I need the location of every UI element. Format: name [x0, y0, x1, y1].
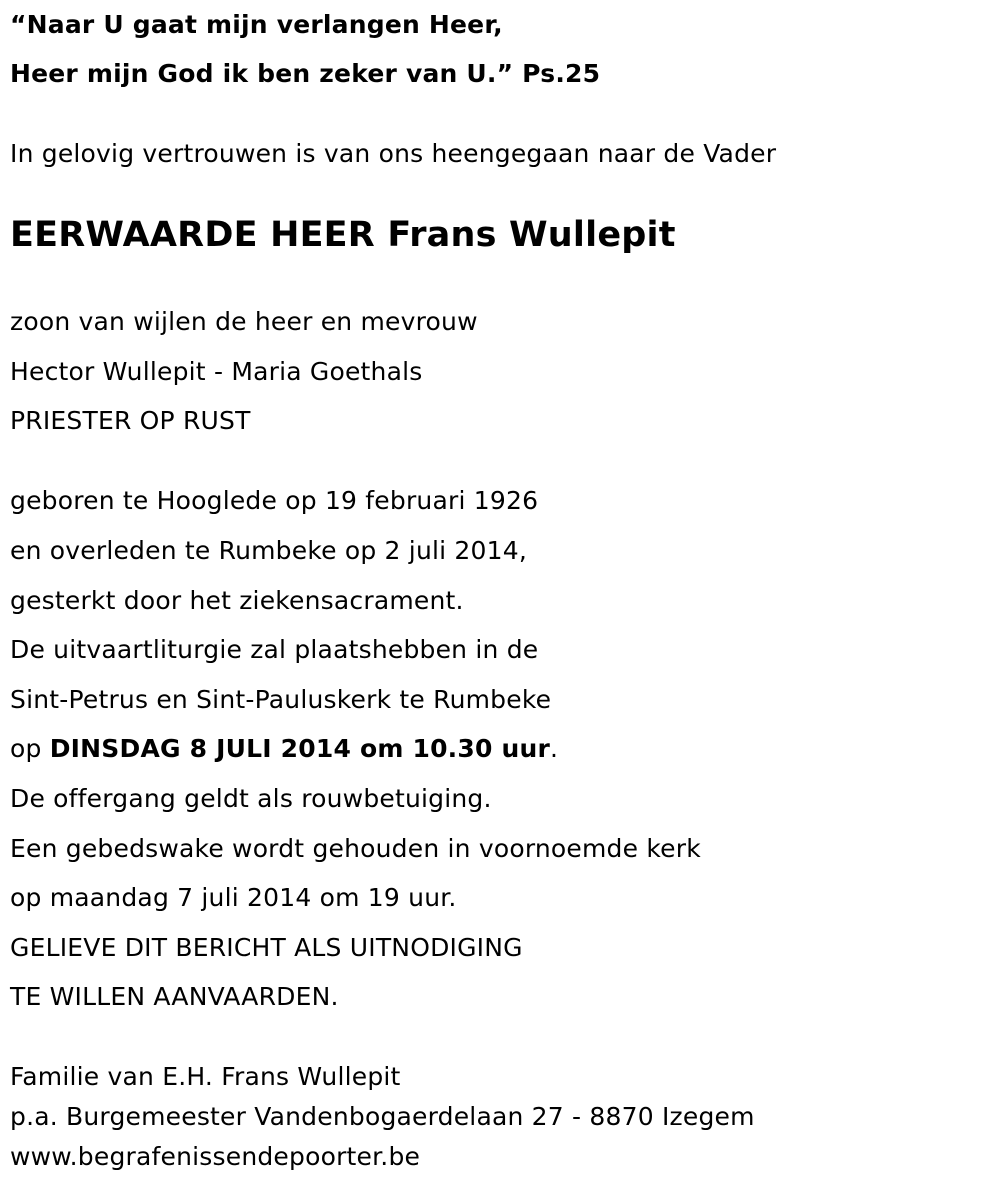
- invitation-line-1: GELIEVE DIT BERICHT ALS UITNODIGING: [10, 933, 523, 962]
- quote-line-1: “Naar U gaat mijn verlangen Heer,: [10, 10, 503, 39]
- born-line: geboren te Hooglede op 19 februari 1926: [10, 486, 539, 515]
- deceased-name: EERWAARDE HEER Frans Wullepit: [10, 215, 676, 255]
- parents-line-1: zoon van wijlen de heer en mevrouw: [10, 307, 478, 336]
- parents-line-2: Hector Wullepit - Maria Goethals: [10, 357, 423, 386]
- vigil-date-line: op maandag 7 juli 2014 om 19 uur.: [10, 883, 457, 912]
- quote-line-2: Heer mijn God ik ben zeker van U.” Ps.25: [10, 59, 601, 88]
- family-line: Familie van E.H. Frans Wullepit: [10, 1062, 401, 1091]
- title-line: PRIESTER OP RUST: [10, 406, 251, 435]
- website-link[interactable]: www.begrafenissendepoorter.be: [10, 1142, 421, 1171]
- offering-line: De offergang geldt als rouwbetuiging.: [10, 784, 492, 813]
- church-line: Sint-Petrus en Sint-Pauluskerk te Rumbeke: [10, 685, 552, 714]
- date-suffix: .: [549, 734, 559, 763]
- sacrament-line: gesterkt door het ziekensacrament.: [10, 586, 464, 615]
- liturgy-line: De uitvaartliturgie zal plaatshebben in de: [10, 635, 539, 664]
- address-line: p.a. Burgemeester Vandenbogaerdelaan 27 - 8870 Izegem: [10, 1102, 755, 1131]
- funeral-date-line: [10, 734, 558, 764]
- invitation-line-2: TE WILLEN AANVAARDEN.: [10, 982, 339, 1011]
- funeral-date: DINSDAG 8 JULI 2014 om 10.30 uur: [49, 734, 550, 763]
- died-line: en overleden te Rumbeke op 2 juli 2014,: [10, 536, 527, 565]
- vigil-line: Een gebedswake wordt gehouden in voornoemde kerk: [10, 834, 701, 863]
- intro-text: In gelovig vertrouwen is van ons heengegaan naar de Vader: [10, 139, 777, 168]
- date-prefix: op: [10, 734, 50, 763]
